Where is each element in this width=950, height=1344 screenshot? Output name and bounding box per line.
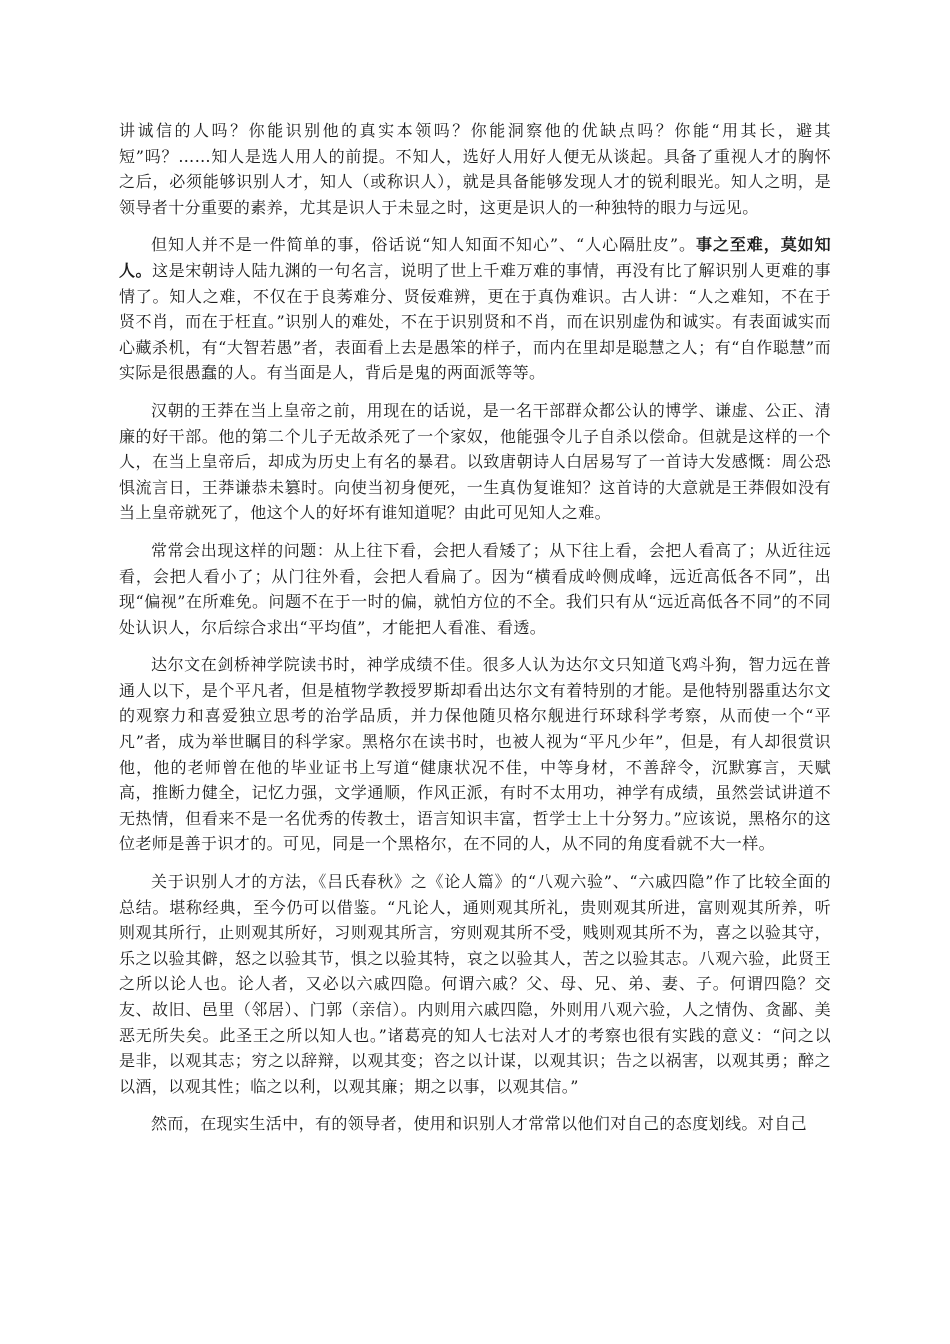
paragraph-2-bold-quote: 事之至难，莫如知人。 — [119, 235, 831, 280]
paragraph-7 — [119, 1111, 831, 1137]
paragraph-5 — [119, 652, 831, 857]
paragraph-1 — [119, 118, 831, 220]
paragraph-3 — [119, 398, 831, 526]
paragraph-5-text: 达尔文在剑桥神学院读书时，神学成绩不佳。很多人认为达尔文只知道飞鸡斗狗，智力远在普通人以下，是个平凡者，但是植物学教授罗斯却看出达尔文有着特别的才能。是他特别器重达尔文的观察力和喜爱独立思考的治学品质，并力保他随贝格尔舰进行环球科学考察，从而使一个“平凡”者，成为举世瞩目的科学家。黑格尔在读书时，也被人视为“平凡少年”，但是，有人却很赏识他，他的老师曾在他的毕业证书上写道“健康状况不佳，中等身材，不善辞令，沉默寡言，天赋高，推断力健全，记忆力强，文学通顺，作风正派，有时不太用功，神学有成绩，虽然尝试讲道不无热情，但看来不是一名优秀的传教士，语言知识丰富，哲学士上十分努力。”应该说，黑格尔的这位老师是善于识才的。可见，同是一个黑格尔，在不同的人，从不同的角度看就不大一样。 — [119, 655, 831, 854]
paragraph-6-text: 关于识别人才的方法，《吕氏春秋》之《论人篇》的“八观六验”、“六戚四隐”作了比较全面的总结。堪称经典，至今仍可以借鉴。“凡论人，通则观其所礼，贵则观其所进，富则观其所养，听则观其所行，止则观其所好，习则观其所言，穷则观其所不受，贱则观其所不为，喜之以验其守，乐之以验其僻，怒之以验其节，惧之以验其特，哀之以验其人，苦之以验其志。八观六验，此贤王之所以论人也。论人者，又必以六戚四隐。何谓六戚？父、母、兄、弟、妻、子。何谓四隐？交友、故旧、邑里（邻居）、门郭（亲信）。内则用六戚四隐，外则用八观六验，人之情伪、贪鄙、美恶无所失矣。此圣王之所以知人也。”诸葛亮的知人七法对人才的考察也很有实践的意义：“问之以是非，以观其志；穷之以辞辩，以观其变；咨之以计谋，以观其识；告之以祸害，以观其勇；醉之以酒，以观其性；临之以利，以观其廉；期之以事，以观其信。” — [119, 872, 831, 1096]
paragraph-1-text: 讲诚信的人吗？你能识别他的真实本领吗？你能洞察他的优缺点吗？你能“用其长，避其短”吗？……知人是选人用人的前提。不知人，选好人用好人便无从谈起。具备了重视人才的胸怀之后，必须能够识别人才，知人（或称识人），就是具备能够发现人才的锐利眼光。知人之明，是领导者十分重要的素养，尤其是识人于未显之时，这更是识人的一种独特的眼力与远见。 — [119, 121, 831, 217]
paragraph-2-text-a: 但知人并不是一件简单的事，俗话说“知人知面不知心”、“人心隔肚皮”。 — [151, 235, 696, 255]
paragraph-6 — [119, 869, 831, 1099]
paragraph-2-text-b: 这是宋朝诗人陆九渊的一句名言，说明了世上千难万难的事情，再没有比了解识别人更难的事情了。知人之难，不仅在于良莠难分、贤佞难辨，更在于真伪难识。古人讲：“人之难知，不在于贤不肖，而在于枉直。”识别人的难处，不在于识别贤和不肖，而在识别虚伪和诚实。有表面诚实而心藏杀机，有“大智若愚”者，表面看上去是愚笨的样子，而内在里却是聪慧之人；有“自作聪慧”而实际是很愚蠢的人。有当面是人，背后是鬼的两面派等等。 — [119, 260, 831, 383]
document-body — [119, 118, 831, 1149]
paragraph-2 — [119, 232, 831, 386]
paragraph-3-text: 汉朝的王莽在当上皇帝之前，用现在的话说，是一名干部群众都公认的博学、谦虚、公正、清廉的好干部。他的第二个儿子无故杀死了一个家奴，他能强令儿子自杀以偿命。但就是这样的一个人，在当上皇帝后，却成为历史上有名的暴君。以致唐朝诗人白居易写了一首诗大发感慨：周公恐惧流言日，王莽谦恭未篡时。向使当初身便死，一生真伪复谁知？这首诗的大意就是王莽假如没有当上皇帝就死了，他这个人的好坏有谁知道呢？由此可见知人之难。 — [119, 400, 831, 523]
paragraph-7-text: 然而，在现实生活中，有的领导者，使用和识别人才常常以他们对自己的态度划线。对自己 — [151, 1114, 808, 1134]
paragraph-4 — [119, 538, 831, 640]
paragraph-4-text: 常常会出现这样的问题：从上往下看，会把人看矮了；从下往上看，会把人看高了；从近往远看，会把人看小了；从门往外看，会把人看扁了。因为“横看成岭侧成峰，远近高低各不同”，出现“偏视”在所难免。问题不在于一时的偏，就怕方位的不全。我们只有从“远近高低各不同”的不同处认识人，尔后综合求出“平均值”，才能把人看准、看透。 — [119, 540, 831, 637]
